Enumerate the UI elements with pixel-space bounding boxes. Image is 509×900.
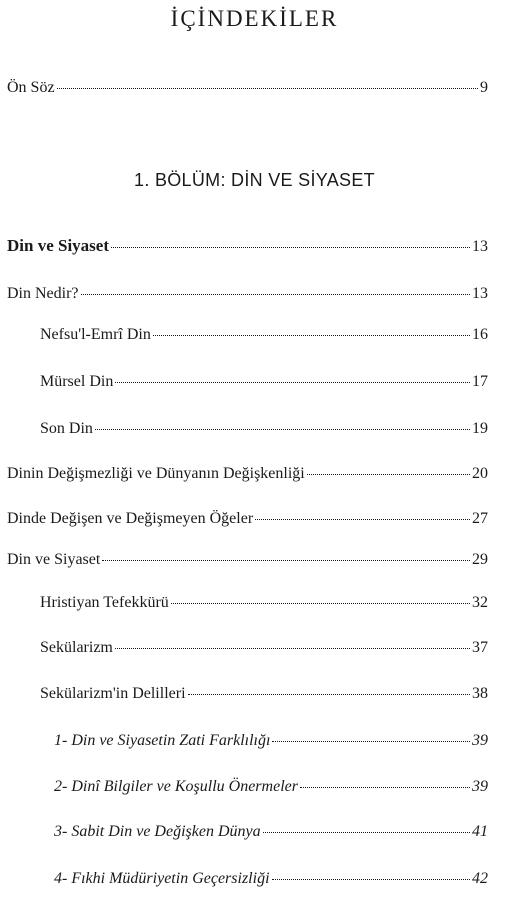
toc-entry-dinin-degismezligi[interactable] bbox=[7, 464, 488, 484]
dot-leader bbox=[115, 381, 470, 383]
dot-leader bbox=[272, 740, 470, 742]
toc-entry-page: 37 bbox=[472, 639, 488, 656]
toc-entry-label: Dinde Değişen ve Değişmeyen Öğeler bbox=[7, 510, 254, 527]
toc-entry-page: 20 bbox=[472, 465, 488, 482]
toc-entry-on-soz[interactable] bbox=[7, 78, 488, 98]
dot-leader bbox=[81, 293, 470, 295]
toc-entry-page: 13 bbox=[472, 285, 488, 302]
dot-leader bbox=[188, 693, 470, 695]
toc-entry-sekularizmin-delilleri[interactable] bbox=[40, 684, 488, 704]
toc-entry-din-nedir[interactable] bbox=[7, 284, 488, 304]
dot-leader bbox=[255, 518, 470, 520]
toc-entry-label: 2- Dinî Bilgiler ve Koşullu Önermeler bbox=[54, 778, 298, 795]
toc-entry-sabit-din[interactable] bbox=[54, 822, 488, 842]
toc-entry-din-ve-siyaset-section[interactable] bbox=[7, 236, 488, 257]
dot-leader bbox=[307, 473, 470, 475]
dot-leader bbox=[300, 786, 470, 788]
toc-entry-label: Din Nedir? bbox=[7, 285, 79, 302]
toc-entry-page: 42 bbox=[472, 870, 488, 887]
dot-leader bbox=[57, 87, 478, 89]
toc-entry-label: Mürsel Din bbox=[40, 373, 114, 390]
toc-entry-page: 41 bbox=[472, 823, 488, 840]
toc-entry-label: Nefsu'l-Emrî Din bbox=[40, 326, 151, 343]
dot-leader bbox=[272, 878, 470, 880]
toc-entry-din-ve-siyaset[interactable] bbox=[7, 550, 488, 570]
toc-entry-label: Sekülarizm'in Delilleri bbox=[40, 685, 186, 702]
toc-entry-label: Hristiyan Tefekkürü bbox=[40, 594, 169, 611]
toc-entry-page: 13 bbox=[472, 238, 488, 255]
toc-entry-page: 39 bbox=[472, 732, 488, 749]
toc-entry-page: 9 bbox=[480, 79, 488, 96]
toc-entry-label: 3- Sabit Din ve Değişken Dünya bbox=[54, 823, 261, 840]
toc-entry-son-din[interactable] bbox=[40, 419, 488, 439]
dot-leader bbox=[115, 647, 470, 649]
toc-entry-page: 16 bbox=[472, 326, 488, 343]
toc-entry-label: Din ve Siyaset bbox=[7, 551, 101, 568]
toc-entry-dinde-degisen[interactable] bbox=[7, 509, 488, 529]
toc-entry-label: Sekülarizm bbox=[40, 639, 113, 656]
toc-entry-label: 4- Fıkhi Müdüriyetin Geçersizliği bbox=[54, 870, 270, 887]
toc-entry-page: 38 bbox=[472, 685, 488, 702]
toc-entry-label: Din ve Siyaset bbox=[7, 236, 109, 255]
dot-leader bbox=[111, 246, 470, 248]
toc-entry-page: 27 bbox=[472, 510, 488, 527]
toc-entry-page: 29 bbox=[472, 551, 488, 568]
toc-entry-label: 1- Din ve Siyasetin Zati Farklılığı bbox=[54, 732, 271, 749]
toc-entry-page: 17 bbox=[472, 373, 488, 390]
toc-entry-nefsul-emri-din[interactable] bbox=[40, 325, 488, 345]
dot-leader bbox=[102, 559, 470, 561]
dot-leader bbox=[95, 428, 470, 430]
toc-entry-label: Dinin Değişmezliği ve Dünyanın Değişkenliği bbox=[7, 465, 305, 482]
toc-entry-label: Son Din bbox=[40, 420, 93, 437]
dot-leader bbox=[153, 334, 470, 336]
chapter-heading: 1. BÖLÜM: DİN VE SİYASET bbox=[134, 170, 375, 190]
toc-entry-mursel-din[interactable] bbox=[40, 372, 488, 392]
toc-entry-zati-farklilik[interactable] bbox=[54, 731, 488, 751]
toc-entry-page: 32 bbox=[472, 594, 488, 611]
toc-entry-fikhi-muduriyet[interactable] bbox=[54, 869, 488, 889]
page-title: İÇİNDEKİLER bbox=[170, 6, 339, 31]
dot-leader bbox=[171, 602, 470, 604]
toc-entry-page: 19 bbox=[472, 420, 488, 437]
dot-leader bbox=[263, 831, 470, 833]
toc-entry-page: 39 bbox=[472, 778, 488, 795]
toc-entry-label: Ön Söz bbox=[7, 79, 55, 96]
toc-entry-kosullu-onermeler[interactable] bbox=[54, 777, 488, 797]
toc-entry-sekularizm[interactable] bbox=[40, 638, 488, 658]
toc-entry-hristiyan-tefekkuru[interactable] bbox=[40, 593, 488, 613]
